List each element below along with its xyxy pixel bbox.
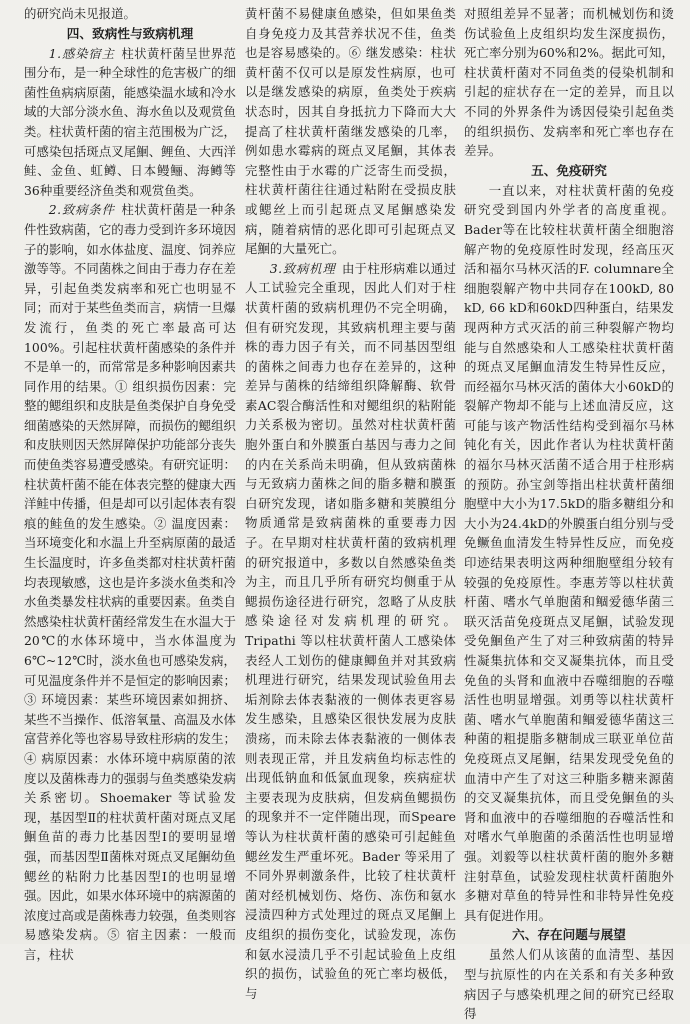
subsection-label: 3.致病机理 — [269, 260, 336, 276]
paragraph-text: 虽然人们从该菌的血清型、基因型与抗原性的内在关系和有关多种致病因子与感染机理之间的研究已经取得 — [464, 947, 674, 1022]
subsection-label: 1.感染宿主 — [48, 45, 115, 61]
body-paragraph — [24, 4, 236, 24]
paragraph-text: 柱状黄杆菌是一种条件性致病菌，它的毒力受到许多环境因子的影响，如水体盐度、温度、饲养应激等等。不同菌株之间由于毒力存在差异，引起鱼类发病率和死亡也明显不同；而对于某些鱼类而言，病情一旦爆发流行，鱼类的死亡率最高可达100%。引起柱状黄杆菌感染的条件并不是单一的，而常常是多种影响因素共同作用的结果。① 组织损伤因素：完整的鳃组织和皮肤是鱼类保护自身免受细菌感染的天然屏障，而损伤的鳃组织和皮肤则因天然屏障保护功能部分丧失而使鱼类容易遭受感染。有研究证明：柱状黄杆菌不能在体表完整的健康大西洋鲑中传播，但是却可以引起体表有裂痕的鲑鱼的发生感染。② 温度因素：当环境变化和水温上升至病原菌的最适生长温度时，许多鱼类都对柱状黄杆菌均表现敏感，这也是许多淡水鱼类和冷水鱼类暴发柱状病的重要因素。鱼类自然感染柱状黄杆菌经常发生在水温大于20℃的水体环境中，当水体温度为6℃~12℃时，淡水鱼也可感染发病，可见温度条件并不是恒定的影响因素；③ 环境因素：某些环境因素如拥挤、某些不当操作、低溶氧量、高温及水体富营养化等也容易导致柱形病的发生；④ 病原因素：水体环境中病原菌的浓度以及菌株毒力的强弱与鱼类感染发病关系密切。Shoemaker 等试验发现，基因型Ⅱ的柱状黄杆菌对斑点叉尾鮰鱼苗的毒力比基因型Ⅰ的要明显增强，而基因型Ⅱ菌株对斑点叉尾鮰幼鱼鳃丝的粘附力比基因型Ⅰ的也明显增强。因此，如果水体环境中的病源菌的浓度过高或是菌株毒力较强，鱼类则容易感染发病。⑤ 宿主因素：一般而言，柱状 — [24, 202, 236, 962]
section-heading: 五、免疫研究 — [531, 162, 607, 178]
paragraph-text: 的研究尚未见报道。 — [24, 6, 136, 21]
body-paragraph — [464, 4, 674, 161]
paragraph-text: 柱状黄杆菌呈世界范围分布，是一种全球性的危害极广的细菌性鱼病病原菌，能感染温水域和冷水域的大部分淡水鱼、海水鱼以及观赏鱼类。柱状黄杆菌的宿主范围极为广泛，可感染包括斑点叉尾鮰、鲤鱼、大西洋鲑、金鱼、虹鳟、日本鳗鲡、海鳟等36种重要经济鱼类和观赏鱼类。 — [24, 45, 236, 198]
section-heading: 四、致病性与致病机理 — [66, 25, 194, 41]
body-paragraph — [245, 4, 456, 259]
paragraph-text: 一直以来，对柱状黄杆菌的免疫研究受到国内外学者的高度重视。Bader等在比较柱状黄杆菌全细胞溶解产物的免疫原性时发现，经高压灭活和福尔马林灭活的F. columnare全细胞裂解产物中共同存在100kD, 80 kD, 66 kD和60kD四种蛋白，结果发现两种方式灭活的前三种裂解产物均能与自然感染和人工感染柱状黄杆菌的斑点叉尾鮰血清发生特异性反应，而经福尔马林灭活的菌体大小60kD的裂解产物却不能与上述血清反应，这可能与该产物活性结构受到福尔马林钝化有关，因此作者认为柱状黄杆菌的福尔马林灭活菌不适合用于柱形病的预防。孙宝剑等指出柱状黄杆菌细胞壁中大小为17.5kD的脂多糖组分和大小为24.4kD的外膜蛋白组分别与受免鳜鱼血清发生特异性反应，而免疫印迹结果表明这两种细胞壁组分较有较强的免疫原性。李惠芳等以柱状黄杆菌、嗜水气单胞菌和鲴爱德华菌三联灭活苗免疫斑点叉尾鮰，试验发现受免鮰鱼产生了对三种致病菌的特异性凝集抗体和交叉凝集抗体，而且受免鱼的头肾和血液中吞噬细胞的吞噬活性也明显增强。刘勇等以柱状黄杆菌、嗜水气单胞菌和鲴爱德华菌这三种菌的粗提脂多糖制成三联亚单位苗免疫斑点叉尾鮰，结果发现受免鱼的血清中产生了对这三种脂多糖来源菌的交叉凝集抗体，而且受免鮰鱼的头肾和血液中的吞噬细胞的吞噬活性和对嗜水气单胞菌的杀菌活性也明显增强。刘毅等以柱状黄杆菌的胞外多糖注射草鱼，试验发现柱状黄杆菌胞外多糖对草鱼的特异性和非特异性免疫具有促进作用。 — [464, 182, 674, 923]
text-column-1 — [24, 4, 236, 962]
body-paragraph — [24, 200, 236, 964]
subsection-label: 2.致病条件 — [48, 202, 115, 218]
paragraph-text: 黄杆菌不易健康鱼感染，但如果鱼类自身免疫力及其营养状况不佳，鱼类也是容易感染的。⑥ 继发感染：柱状黄杆菌不仅可以是原发性病原，也可以是继发感染的病原，鱼类处于疾病状态时，因其自身抵抗力下降而大大提高了柱状黄杆菌继发感染的几率，例如患水霉病的斑点叉尾鮰，其体表完整性由于水霉的广泛寄生而受损，柱状黄杆菌往往通过粘附在受损皮肤或鳃丝上而引起斑点叉尾鮰感染发病，随着病情的恶化即可引起斑点叉尾鮰的大量死亡。 — [245, 6, 456, 257]
text-column-3 — [464, 4, 674, 1022]
paragraph-text: 对照组差异不显著；而机械划伤和烫伤试验鱼上皮组织均发生深度损伤，死亡率分别为60%和2%。据此可知，柱状黄杆菌对不同鱼类的侵染机制和引起的症状存在一定的差异，而且以不同的外界条件为诱因侵染引起鱼类的组织损伤、发病率和死亡率也存在差异。 — [464, 6, 674, 159]
section-heading: 六、存在问题与展望 — [512, 927, 626, 943]
text-column-2 — [245, 4, 456, 1001]
body-paragraph — [24, 44, 236, 201]
body-paragraph — [464, 181, 674, 926]
body-paragraph — [245, 259, 456, 1004]
paragraph-text: 由于柱形病难以通过人工试验完全重现，因此人们对于柱状黄杆菌的致病机理仍不完全明确，但有研究发现，其致病机理主要与菌株的毒力因子有关，而不同基因型组的菌株之间毒力也存在差异的，这种差异与菌株的结缔组织降解酶、软骨素AC裂合酶活性和对鳃组织的粘附能力关系极为密切。虽然对柱状黄杆菌胞外蛋白和外膜蛋白基因与毒力之间的内在关系尚未明确，但从致病菌株与无致病力菌株之间的脂多糖和膜蛋白研究发现，诸如脂多糖和荚膜组分物质通常是致病菌株的重要毒力因子。在早期对柱状黄杆菌的致病机理的研究报道中，多数以自然感染鱼类为主，而且几乎所有研究均侧重于从鳃损伤途径进行研究，忽略了从皮肤感染途径对发病机理的研究。Tripathi 等以柱状黄杆菌人工感染体表经人工划伤的健康鲫鱼并对其致病机理进行研究，结果发现试验鱼用去垢剂除去体表黏液的一侧体表更容易发生感染，且感染区很快发展为皮肤溃疡，而未除去体表黏液的一侧体表则表现正常，并且发病鱼均标志性的出现低钠血和低氯血现象，疾病症状主要表现为皮肤病，但发病鱼鳃损伤的现象并不一定伴随出现，而Speare 等认为柱状黄杆菌的感染可引起鲑鱼鳃丝发生严重坏死。Bader 等采用了不同外界刺激条件，比较了柱状黄杆菌对经机械划伤、烙伤、冻伤和氨水浸渍四种方式处理过的斑点叉尾鮰上皮组织的损伤变化，试验发现，冻伤和氨水浸渍几乎不引起试验鱼上皮组织的损伤，试验鱼的死亡率均极低，与 — [245, 260, 456, 1001]
body-paragraph — [464, 945, 674, 1023]
